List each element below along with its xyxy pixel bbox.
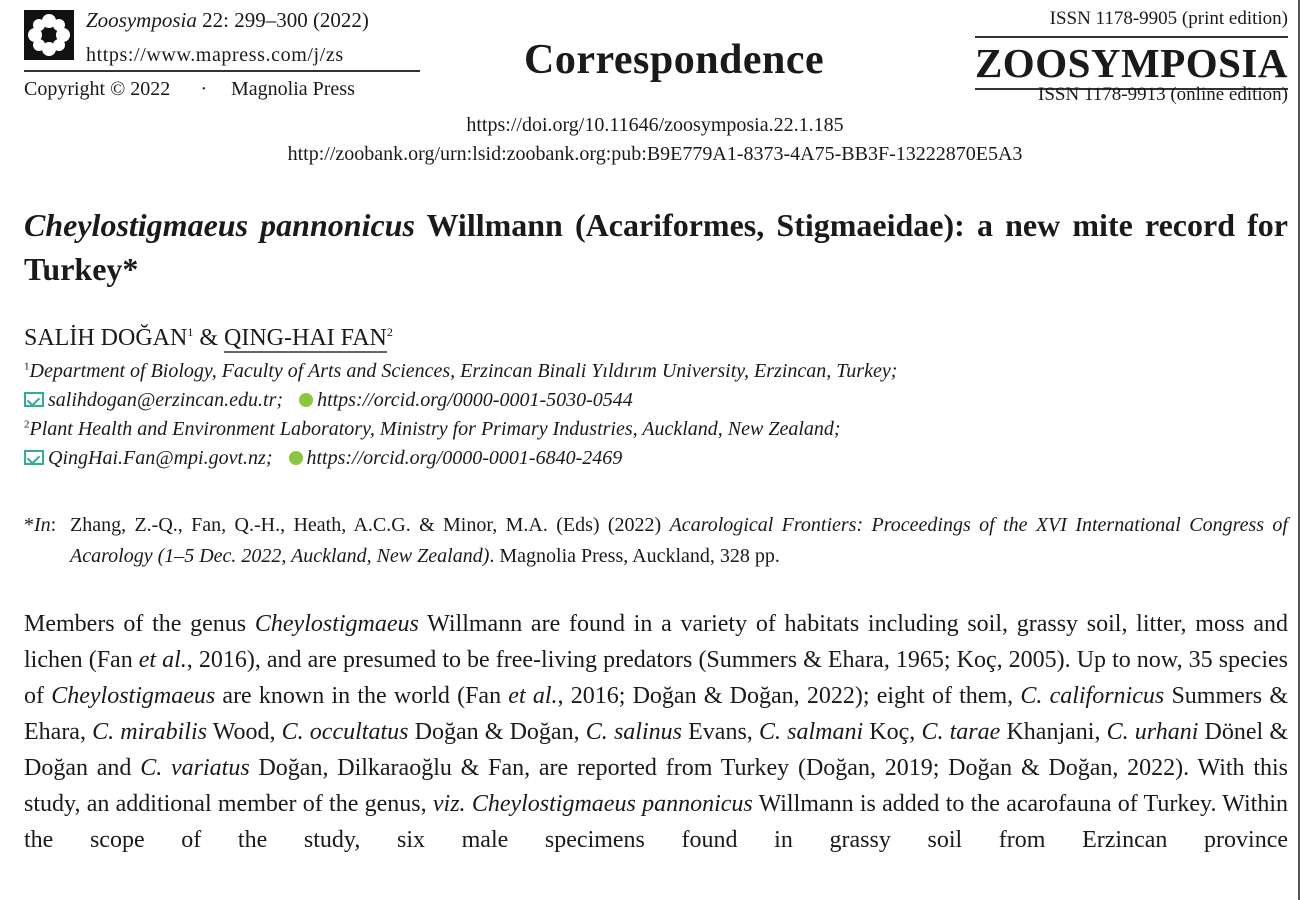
orcid-icon (299, 393, 313, 407)
author-2-affil-mark: 2 (386, 325, 393, 339)
body-text: Dönel & Doğan and (24, 719, 1289, 781)
affiliation-2-mark: 2 (24, 418, 30, 431)
copyright-text: Copyright © 2022 (24, 78, 171, 100)
issn-print: ISSN 1178-9905 (print edition) (1049, 8, 1288, 29)
journal-url-link[interactable]: https://www.mapress.com/j/zs (86, 44, 344, 66)
body-text: Willmann are found in a variety of habitats including soil, grassy soil, litter, moss and lichen (Fan (24, 611, 1289, 673)
journal-brand: ZOOSYMPOSIA (975, 36, 1288, 90)
body-taxon: C. variatus (140, 755, 250, 781)
footnote-label (24, 510, 56, 541)
article-title (24, 203, 1288, 291)
affiliation-1-contacts (24, 389, 633, 412)
journal-citation (86, 8, 369, 33)
email-icon (24, 450, 44, 465)
body-taxon: C. salmani (758, 719, 864, 745)
author-separator: & (193, 325, 224, 351)
body-text: , 2016; Doğan & Doğan, 2022); eight of them, (557, 683, 1021, 709)
journal-volume-pages: 22: 299–300 (2022) (196, 8, 369, 32)
affiliation-1-text: Department of Biology, Faculty of Arts and Sciences, Erzincan Binali Yıldırım University, Erzincan, Turkey; (29, 360, 898, 382)
body-text: , 2016), and are presumed to be free-living predators (Summers & Ehara, 1965; Koç, 2005). Up to now, 35 species of (24, 647, 1288, 709)
body-text: Summers & Ehara, (24, 683, 1288, 745)
title-rest: Willmann (Acariformes, Stigmaeidae): a new mite record for Turkey* (24, 207, 1289, 287)
body-text: Koç, (863, 719, 922, 745)
body-text: Doğan & Doğan, (408, 719, 586, 745)
flower-logo-icon (24, 10, 74, 60)
author-1-affil-mark: 1 (187, 325, 194, 339)
body-taxon: Cheylostigmaeus (51, 683, 216, 709)
copyright-separator: · (200, 78, 207, 100)
section-heading: Correspondence (524, 37, 825, 83)
footnote-in: In (34, 514, 51, 536)
body-taxon: C. mirabilis (92, 719, 207, 745)
body-text: Doğan, Dilkaraoğlu & Fan, are reported from Turkey (Doğan, 2019; Doğan & Doğan, 2022). With this study, an additional member of the genus, (24, 755, 1289, 817)
footnote-colon: : (50, 514, 57, 536)
journal-name: Zoosymposia (86, 8, 197, 32)
body-taxon: viz. Cheylostigmaeus pannonicus (432, 791, 753, 817)
affiliation-1-mark: 1 (24, 360, 30, 373)
body-taxon: C. urhani (1106, 719, 1199, 745)
issn-online: ISSN 1178-9913 (online edition) (1038, 84, 1288, 105)
body-paragraph (24, 606, 1288, 858)
affiliation-2-text: Plant Health and Environment Laboratory, Ministry for Primary Industries, Auckland, New Zealand; (29, 418, 841, 440)
orcid-icon (289, 451, 303, 465)
publisher-name: Magnolia Press (230, 78, 355, 100)
title-species: Cheylostigmaeus pannonicus (24, 207, 415, 243)
author-1: SALİH DOĞAN (24, 325, 188, 351)
body-text: Willmann is added to the acarofauna of Turkey. Within the scope of the study, six male specimens found in grassy soil from Erzincan province (24, 791, 1288, 853)
affiliation-1-email[interactable]: salihdogan@erzincan.edu.tr; (48, 389, 284, 411)
affiliation-1-orcid[interactable]: https://orcid.org/0000-0001-5030-0544 (317, 389, 633, 411)
proceedings-footnote (24, 510, 1288, 572)
footnote-body (70, 510, 1288, 572)
body-text: Khanjani, (1000, 719, 1107, 745)
body-taxon: et al. (508, 683, 558, 709)
body-text: are known in the world (Fan (215, 683, 509, 709)
body-taxon: et al. (138, 647, 187, 673)
affiliation-2-orcid[interactable]: https://orcid.org/0000-0001-6840-2469 (306, 447, 623, 469)
footnote-proceedings-title: Acarological Frontiers: Proceedings of the XVI International Congress of Acarology (1–5 Dec. 2022, Auckland, New Zealand) (70, 514, 1288, 567)
author-line (24, 325, 393, 352)
affiliation-1 (24, 360, 897, 383)
header-divider (24, 70, 420, 72)
footnote-publisher: . Magnolia Press, Auckland, 328 pp. (489, 545, 780, 567)
footnote-marker: * (24, 514, 34, 536)
affiliation-2-contacts (24, 447, 622, 470)
author-2[interactable]: QING-HAI FAN (224, 325, 387, 351)
body-taxon: C. occultatus (281, 719, 409, 745)
email-icon (24, 392, 44, 407)
body-taxon: Cheylostigmaeus (254, 611, 419, 637)
body-taxon: C. tarae (921, 719, 1001, 745)
body-text: Members of the genus (24, 611, 255, 637)
body-taxon: C. californicus (1020, 683, 1165, 709)
footnote-editors: Zhang, Z.-Q., Fan, Q.-H., Heath, A.C.G. & Minor, M.A. (Eds) (2022) (70, 514, 670, 536)
body-text: Evans, (681, 719, 759, 745)
copyright-line (24, 78, 355, 101)
affiliation-2-email[interactable]: QingHai.Fan@mpi.govt.nz; (48, 447, 273, 469)
body-taxon: C. salinus (585, 719, 682, 745)
affiliation-2 (24, 418, 841, 441)
doi-link[interactable]: https://doi.org/10.11646/zoosymposia.22.1.185 (466, 114, 844, 136)
zoobank-link[interactable]: http://zoobank.org/urn:lsid:zoobank.org:pub:B9E779A1-8373-4A75-BB3F-13222870E5A3 (287, 143, 1023, 165)
body-text: Wood, (206, 719, 282, 745)
